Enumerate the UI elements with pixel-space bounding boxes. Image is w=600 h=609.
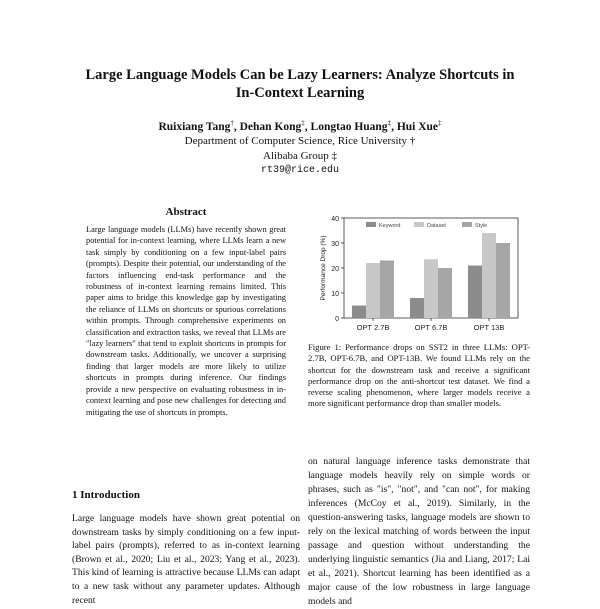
intro-paragraph: Large language models have shown great potential on downstream tasks by simply conditioning on a few input-label pairs (prompts), referred to as in-context learning (Brown et al., 2020; Liu et al., 2023; Yang et al., 2023). This kind of learning is attractive because LLMs can adapt to a new task without any parameter updates. Although recent — [72, 513, 300, 606]
legend-label-style: Style — [475, 223, 488, 229]
right-column-paragraph: on natural language inference tasks demonstrate that language models heavily rely on simple words or phrases, such as "is", "not", and "can not", for making inferences (McCoy et al., 2019). Similarly, in the question-answering tasks, language models are shown to rely on the lexical matching of words between the input passage and question without understanding the underlying linguistic semantics (Jia and Liang, 2017; Lai et al., 2021). Shortcut learning has been identified as a major cause of the low robustness in large language models and — [308, 456, 530, 607]
bar-style — [438, 268, 452, 318]
y-tick-label: 30 — [331, 241, 339, 248]
y-axis-label: Performance Drop (%) — [320, 235, 327, 301]
author-list: Ruixiang Tang†, Dehan Kong‡, Longtao Huang‡, Hui Xue‡ — [158, 119, 442, 133]
legend-swatch-dataset — [414, 222, 424, 227]
x-tick-label: OPT 2.7B — [356, 323, 390, 332]
y-tick-label: 40 — [331, 216, 339, 223]
author-mark: ‡ — [438, 119, 442, 127]
x-tick-label: OPT 13B — [473, 323, 505, 332]
abstract-heading: Abstract — [165, 206, 207, 218]
bar-keyword — [468, 266, 482, 319]
bar-keyword — [410, 298, 424, 318]
figure-caption: Figure 1: Performance drops on SST2 in three LLMs: OPT-2.7B, OPT-6.7B, and OPT-13B. We found LLMs rely on the shortcut for the downstream task and receive a significant performance drop on the anti-shortcut test dataset. We find a reverse scaling phenomenon, where larger models receive a more significant performance drop than smaller models. — [308, 342, 530, 409]
title-line-2: In-Context Learning — [235, 85, 365, 101]
abstract-text: Large language models (LLMs) have recently shown great potential for in-context learning, where LLMs learn a new task simply by conditioning on a few input-label pairs (prompts). Despite their potential, our understanding of the factors influencing end-task performance and the robustness of in-context learning remains limited. This paper aims to bridge this knowledge gap by investigating the reliance of LLMs on shortcuts or spurious correlations within prompts. Through comprehensive experiments on classification and extraction tasks, we reveal that LLMs are "lazy learners" that tend to exploit shortcuts in prompts for downstream tasks. Additionally, we uncover a surprising finding that larger models are more likely to utilize shortcuts in prompts during inference. Our findings provide a new perspective on evaluating robustness in in-context learning and pose new challenges for detecting and mitigating the use of shortcuts in prompts. — [86, 225, 286, 417]
y-tick-label: 10 — [331, 291, 339, 298]
section-heading-introduction: 1 Introduction — [72, 489, 140, 501]
author-name: Dehan Kong — [239, 120, 302, 133]
y-tick-label: 20 — [331, 266, 339, 273]
title-line-1: Large Language Models Can be Lazy Learners: Analyze Shortcuts in — [85, 67, 515, 83]
author-name: Longtao Huang — [310, 120, 388, 133]
performance-drop-chart — [308, 200, 530, 334]
bar-dataset — [366, 263, 380, 318]
author-mark: † — [230, 119, 234, 127]
bar-style — [380, 261, 394, 319]
legend-label-dataset: Dataset — [427, 223, 446, 229]
author-mark: ‡ — [301, 119, 305, 127]
legend-swatch-style — [462, 222, 472, 227]
author-name: Ruixiang Tang — [158, 120, 231, 133]
bar-dataset — [424, 259, 438, 318]
legend-label-keyword: Keyword — [379, 223, 401, 229]
author-mark: ‡ — [387, 119, 392, 127]
affiliation-rice: Department of Computer Science, Rice University † — [184, 135, 416, 147]
author-name: Hui Xue — [396, 120, 439, 133]
legend-swatch-keyword — [366, 222, 376, 227]
affiliation-alibaba: Alibaba Group ‡ — [263, 150, 337, 162]
x-tick-label: OPT 6.7B — [414, 323, 448, 332]
bar-style — [496, 243, 510, 318]
paper-title — [60, 66, 540, 102]
bar-dataset — [482, 233, 496, 318]
y-tick-label: 0 — [335, 316, 339, 323]
author-email: rt39@rice.edu — [260, 165, 339, 176]
bar-keyword — [352, 306, 366, 319]
